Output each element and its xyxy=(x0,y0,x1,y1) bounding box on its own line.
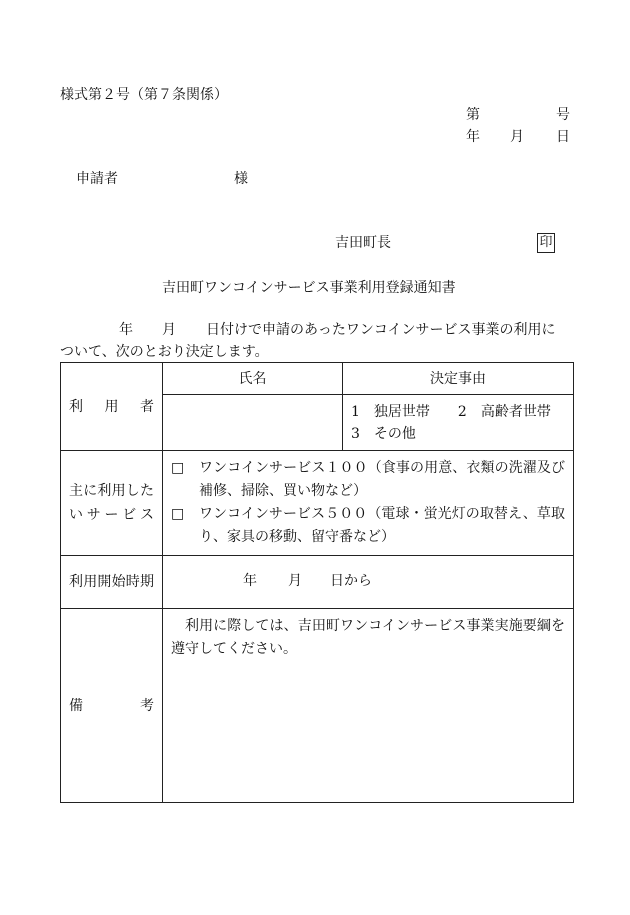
document-title: 吉田町ワンコインサービス事業利用登録通知書 xyxy=(162,280,456,296)
start-month: 月 xyxy=(288,573,302,589)
honorific: 様 xyxy=(234,171,248,187)
services-label xyxy=(61,451,163,556)
document-number-suffix: 号 xyxy=(556,107,570,123)
body-month: 月 xyxy=(162,322,176,338)
user-label: 利 用 者 xyxy=(61,363,163,451)
body-line1: 日付けで申請のあったワンコインサービス事業の利用に xyxy=(206,322,556,338)
services-label-text: 主に利用したいサービス xyxy=(69,483,154,523)
date-year: 年 xyxy=(466,129,480,145)
form-number: 様式第２号（第７条関係） xyxy=(60,87,228,103)
start-day-from: 日から xyxy=(330,573,372,589)
checkbox-icon[interactable]: □ xyxy=(171,460,185,476)
body-year: 年 xyxy=(119,322,133,338)
date-month: 月 xyxy=(510,129,524,145)
start-year: 年 xyxy=(243,573,257,589)
date-day: 日 xyxy=(556,129,570,145)
reason-header: 決定事由 xyxy=(343,363,574,395)
name-header: 氏名 xyxy=(163,363,343,395)
start-date-cell[interactable] xyxy=(163,556,574,609)
service-text: ワンコインサービス１００（食事の用意、衣類の洗濯及び補修、掃除、買い物など） xyxy=(199,460,565,499)
service-text: ワンコインサービス５００（電球・蛍光灯の取替え、草取り、家具の移動、留守番など） xyxy=(199,506,565,545)
remarks-label: 備 考 xyxy=(61,609,163,803)
service-option-500[interactable] xyxy=(171,503,565,549)
services-cell xyxy=(163,451,574,556)
document-number-prefix: 第 xyxy=(466,107,480,123)
reason-option-line: 1 独居世帯 2 高齢者世帯 xyxy=(351,403,551,420)
body-line2: ついて、次のとおり決定します。 xyxy=(60,344,269,360)
start-label: 利用開始時期 xyxy=(61,556,163,609)
service-option-100[interactable] xyxy=(171,457,565,503)
issuer-name: 吉田町長 xyxy=(335,235,391,251)
checkbox-icon[interactable]: □ xyxy=(171,506,185,522)
applicant-label: 申請者 xyxy=(76,171,118,187)
name-field[interactable] xyxy=(163,395,343,451)
reason-option-line: 3 その他 xyxy=(351,425,416,442)
seal-stamp: 印 xyxy=(537,233,555,253)
registration-table xyxy=(60,362,574,803)
remarks-text: 利用に際しては、吉田町ワンコインサービス事業実施要綱を遵守してください。 xyxy=(163,609,574,803)
reason-options xyxy=(343,395,574,451)
